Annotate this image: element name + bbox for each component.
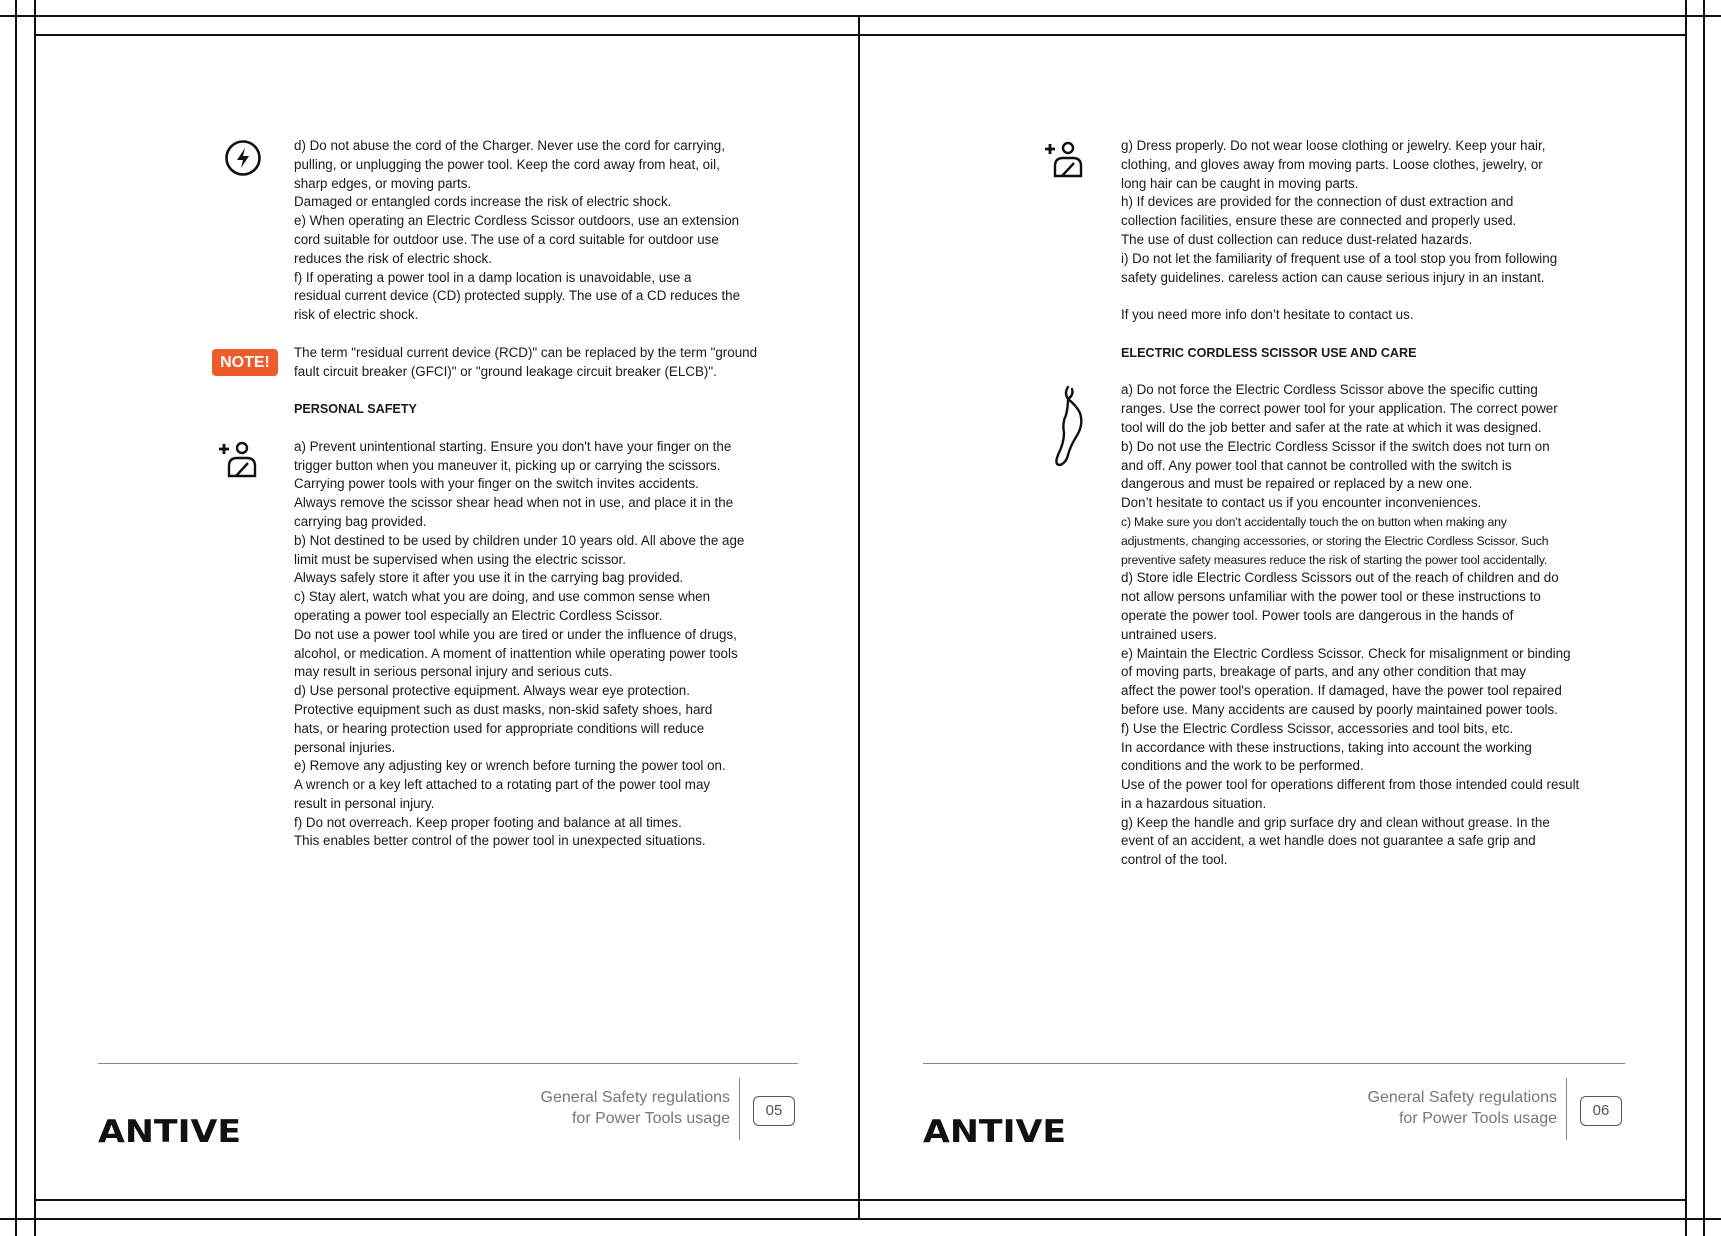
text-line: conditions and the work to be performed. xyxy=(1121,758,1364,774)
text-line: h) If devices are provided for the connection of dust extraction and xyxy=(1121,194,1514,210)
text-line: tool will do the job better and safer at the rate at which it was designed. xyxy=(1121,419,1542,435)
text-line: Damaged or entangled cords increase the risk of electric shock. xyxy=(294,194,672,210)
text-line: i) Do not let the familiarity of frequent use of a tool stop you from following xyxy=(1121,250,1558,266)
crop-line-top xyxy=(0,15,1721,17)
footer-separator xyxy=(1566,1078,1567,1140)
text-line: collection facilities, ensure these are connected and properly used. xyxy=(1121,213,1517,229)
footer-title xyxy=(1297,1087,1557,1129)
text-line: and off. Any power tool that cannot be controlled with the switch is xyxy=(1121,457,1512,473)
text-line: event of an accident, a wet handle does not guarantee a safe grip and xyxy=(1121,833,1536,849)
text-line: operating a power tool especially an Electric Cordless Scissor. xyxy=(294,607,663,623)
text-line: safety guidelines. careless action can cause serious injury in an instant. xyxy=(1121,269,1545,285)
text-line: f) Do not overreach. Keep proper footing and balance at all times. xyxy=(294,814,682,830)
text-line: f) If operating a power tool in a damp location is unavoidable, use a xyxy=(294,269,692,285)
section-heading-scissor-use-and-care: ELECTRIC CORDLESS SCISSOR USE AND CARE xyxy=(1121,345,1417,360)
crop-line-bottom xyxy=(0,1218,1721,1220)
text-line: carrying bag provided. xyxy=(294,513,427,529)
text-line: Always remove the scissor shear head when not in use, and place it in the xyxy=(294,495,734,511)
text-line: pulling, or unplugging the power tool. Keep the cord away from heat, oil, xyxy=(294,156,720,172)
text-line: Don’t hesitate to contact us if you encounter inconveniences. xyxy=(1121,495,1482,511)
brand-logo: ANTIVE xyxy=(98,1114,242,1150)
footer-title xyxy=(470,1087,730,1129)
text-line: untrained users. xyxy=(1121,626,1218,642)
text-line: A wrench or a key left attached to a rotating part of the power tool may xyxy=(294,777,711,793)
text-line: long hair can be caught in moving parts. xyxy=(1121,175,1359,191)
text-line: limit must be supervised when using the electric scissor. xyxy=(294,551,626,567)
text-line: Always safely store it after you use it in the carrying bag provided. xyxy=(294,570,684,586)
text-line: adjustments, changing accessories, or storing the Electric Cordless Scissor. Such xyxy=(1121,533,1549,548)
footer-separator xyxy=(739,1078,740,1140)
note-text: The term "residual current device (RCD)" can be replaced by the term "ground xyxy=(294,344,758,360)
text-line: affect the power tool's operation. If damaged, have the power tool repaired xyxy=(1121,683,1562,699)
text-line: before use. Many accidents are caused by poorly maintained power tools. xyxy=(1121,701,1558,717)
text-line: hats, or hearing protection used for appropriate conditions will reduce xyxy=(294,720,705,736)
footer-title-line1: General Safety regulations xyxy=(1367,1089,1557,1106)
contact-line: If you need more info don’t hesitate to contact us. xyxy=(1121,307,1414,323)
text-line: preventive safety measures reduce the risk of starting the power tool accidentally. xyxy=(1121,552,1548,567)
note-text: fault circuit breaker (GFCI)" or "ground leakage circuit breaker (ELCB)". xyxy=(294,363,717,379)
text-line: d) Store idle Electric Cordless Scissors out of the reach of children and do xyxy=(1121,570,1559,586)
text-line: g) Keep the handle and grip surface dry and clean without grease. In the xyxy=(1121,814,1550,830)
hand-caution-icon xyxy=(1050,385,1090,467)
footer-title-line1: General Safety regulations xyxy=(540,1089,730,1106)
text-line: f) Use the Electric Cordless Scissor, accessories and tool bits, etc. xyxy=(1121,720,1514,736)
text-line: sharp edges, or moving parts. xyxy=(294,175,472,191)
footer-title-line2: for Power Tools usage xyxy=(571,1110,730,1127)
crop-line-left xyxy=(15,0,17,1236)
text-line: b) Not destined to be used by children under 10 years old. All above the age xyxy=(294,532,745,548)
text-line: Do not use a power tool while you are tired or under the influence of drugs, xyxy=(294,626,737,642)
brand-logo: ANTIVE xyxy=(923,1114,1067,1150)
text-line: d) Do not abuse the cord of the Charger. Never use the cord for carrying, xyxy=(294,138,725,153)
text-line: cord suitable for outdoor use. The use of a cord suitable for outdoor use xyxy=(294,231,719,247)
person-safety-icon xyxy=(216,439,262,479)
text-line: e) When operating an Electric Cordless Scissor outdoors, use an extension xyxy=(294,213,740,229)
text-line: In accordance with these instructions, taking into account the working xyxy=(1121,739,1532,755)
text-line: not allow persons unfamiliar with the power tool or these instructions to xyxy=(1121,589,1541,605)
text-line: c) Make sure you don’t accidentally touch the on button when making any xyxy=(1121,514,1507,529)
text-line: b) Do not use the Electric Cordless Scissor if the switch does not turn on xyxy=(1121,438,1550,454)
left-body xyxy=(294,137,834,851)
text-line: reduces the risk of electric shock. xyxy=(294,250,492,266)
text-line: control of the tool. xyxy=(1121,852,1228,868)
text-line: a) Prevent unintentional starting. Ensure you don't have your finger on the xyxy=(294,438,732,454)
text-line: d) Use personal protective equipment. Always wear eye protection. xyxy=(294,683,690,699)
text-line: residual current device (CD) protected supply. The use of a CD reduces the xyxy=(294,288,741,304)
right-body xyxy=(1121,137,1641,870)
text-line: alcohol, or medication. A moment of inattention while operating power tools xyxy=(294,645,738,661)
text-line: clothing, and gloves away from moving parts. Loose clothes, jewelry, or xyxy=(1121,156,1543,172)
text-line: Use of the power tool for operations different from those intended could result xyxy=(1121,777,1580,793)
text-line: risk of electric shock. xyxy=(294,307,419,323)
page-05 xyxy=(34,35,858,1199)
text-line: a) Do not force the Electric Cordless Scissor above the specific cutting xyxy=(1121,382,1538,398)
text-line: in a hazardous situation. xyxy=(1121,795,1267,811)
text-line: This enables better control of the power tool in unexpected situations. xyxy=(294,833,706,849)
text-line: Protective equipment such as dust masks, non-skid safety shoes, hard xyxy=(294,701,713,717)
text-line: personal injuries. xyxy=(294,739,396,755)
footer-divider xyxy=(923,1063,1625,1064)
page-number: 06 xyxy=(1580,1096,1622,1126)
text-line: The use of dust collection can reduce dust-related hazards. xyxy=(1121,231,1473,247)
section-heading-personal-safety: PERSONAL SAFETY xyxy=(294,402,417,417)
text-line: of moving parts, breakage of parts, and any other condition that may xyxy=(1121,664,1526,680)
electric-bolt-icon xyxy=(224,139,262,177)
text-line: g) Dress properly. Do not wear loose clothing or jewelry. Keep your hair, xyxy=(1121,138,1546,153)
text-line: Carrying power tools with your finger on the switch invites accidents. xyxy=(294,476,699,492)
crop-line-right xyxy=(1703,0,1705,1236)
text-line: ranges. Use the correct power tool for your application. The correct power xyxy=(1121,401,1558,417)
text-line: e) Maintain the Electric Cordless Scissor. Check for misalignment or binding xyxy=(1121,645,1571,661)
text-line: trigger button when you maneuver it, picking up or carrying the scissors. xyxy=(294,457,721,473)
text-line: result in personal injury. xyxy=(294,795,435,811)
frame-bottom xyxy=(34,1199,1686,1201)
text-line: dangerous and must be repaired or replaced by a new one. xyxy=(1121,476,1473,492)
frame-right xyxy=(1685,0,1687,1236)
person-safety-icon xyxy=(1042,139,1088,179)
page-number: 05 xyxy=(753,1096,795,1126)
footer-title-line2: for Power Tools usage xyxy=(1398,1110,1557,1127)
page-06 xyxy=(860,35,1684,1199)
text-line: c) Stay alert, watch what you are doing, and use common sense when xyxy=(294,589,711,605)
note-badge: NOTE! xyxy=(212,349,278,376)
footer-divider xyxy=(98,1063,798,1064)
text-line: e) Remove any adjusting key or wrench before turning the power tool on. xyxy=(294,758,726,774)
text-line: may result in serious personal injury and serious cuts. xyxy=(294,664,613,680)
text-line: operate the power tool. Power tools are dangerous in the hands of xyxy=(1121,607,1514,623)
